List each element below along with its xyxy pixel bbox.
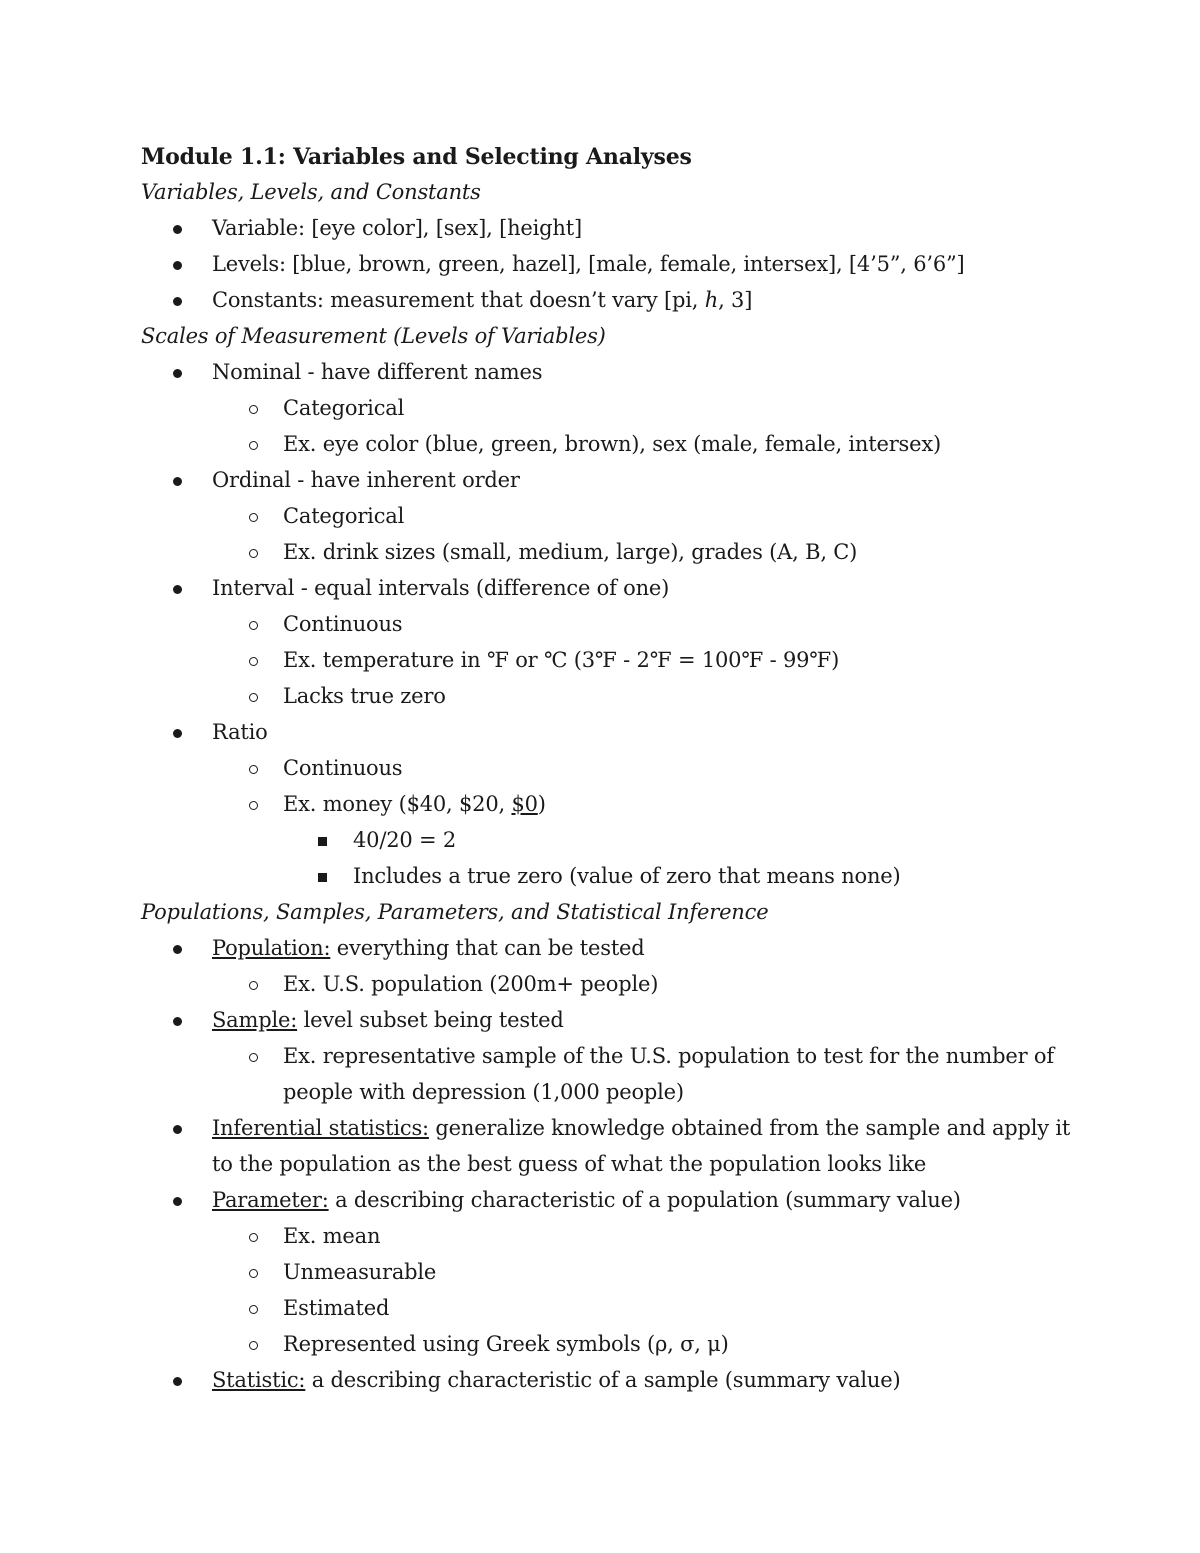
circle-bullet-icon bbox=[249, 498, 258, 534]
bullet-icon bbox=[173, 1110, 182, 1146]
sub-sub-list-item: 40/20 = 2 bbox=[141, 822, 1071, 858]
circle-bullet-icon bbox=[249, 678, 258, 714]
circle-bullet-icon bbox=[249, 750, 258, 786]
bullet-icon bbox=[173, 462, 182, 498]
sub-list-item: Continuous bbox=[141, 750, 1071, 786]
circle-bullet-icon bbox=[249, 642, 258, 678]
list-item: Interval - equal intervals (difference of one) bbox=[141, 570, 1071, 606]
sub-list-item: Ex. temperature in ℉ or ℃ (3℉ - 2℉ = 100℉ - 99℉) bbox=[141, 642, 1071, 678]
sub-list-item: Categorical bbox=[141, 498, 1071, 534]
sub-list-item: Ex. U.S. population (200m+ people) bbox=[141, 966, 1071, 1002]
circle-bullet-icon bbox=[249, 1326, 258, 1362]
sub-list-item: Represented using Greek symbols (ρ, σ, μ) bbox=[141, 1326, 1071, 1362]
bullet-icon bbox=[173, 210, 182, 246]
section-heading-populations: Populations, Samples, Parameters, and Statistical Inference bbox=[141, 900, 769, 924]
sub-list-item: Categorical bbox=[141, 390, 1071, 426]
sub-list-item: Continuous bbox=[141, 606, 1071, 642]
list-item: Inferential statistics: generalize knowledge obtained from the sample and apply it to the population as the best guess of what the population looks like bbox=[141, 1110, 1071, 1182]
sub-list-item: Lacks true zero bbox=[141, 678, 1071, 714]
list-item: Ordinal - have inherent order bbox=[141, 462, 1071, 498]
list-item: Population: everything that can be tested bbox=[141, 930, 1071, 966]
sub-list-item: Ex. mean bbox=[141, 1218, 1071, 1254]
square-bullet-icon bbox=[318, 822, 327, 858]
sub-list-item: Ex. money ($40, $20, $0) bbox=[141, 786, 1071, 822]
sub-list-item: Ex. representative sample of the U.S. population to test for the number of people with depression (1,000 people) bbox=[141, 1038, 1071, 1110]
circle-bullet-icon bbox=[249, 966, 258, 1002]
list-item: Statistic: a describing characteristic of a sample (summary value) bbox=[141, 1362, 1071, 1398]
bullet-icon bbox=[173, 1182, 182, 1218]
list-item: Sample: level subset being tested bbox=[141, 1002, 1071, 1038]
list-item: Levels: [blue, brown, green, hazel], [male, female, intersex], [4’5”, 6’6”] bbox=[141, 246, 1071, 282]
bullet-icon bbox=[173, 930, 182, 966]
bullet-icon bbox=[173, 714, 182, 750]
section-heading-variables: Variables, Levels, and Constants bbox=[141, 180, 481, 204]
list-item: Nominal - have different names bbox=[141, 354, 1071, 390]
bullet-icon bbox=[173, 354, 182, 390]
sub-list-item: Unmeasurable bbox=[141, 1254, 1071, 1290]
sub-list-item: Estimated bbox=[141, 1290, 1071, 1326]
circle-bullet-icon bbox=[249, 534, 258, 570]
bullet-icon bbox=[173, 246, 182, 282]
list-item: Constants: measurement that doesn’t vary [pi, h, 3] bbox=[141, 282, 1071, 318]
square-bullet-icon bbox=[318, 858, 327, 894]
bullet-icon bbox=[173, 1362, 182, 1398]
section-heading-scales: Scales of Measurement (Levels of Variables) bbox=[141, 324, 606, 348]
circle-bullet-icon bbox=[249, 426, 258, 462]
bullet-icon bbox=[173, 570, 182, 606]
circle-bullet-icon bbox=[249, 390, 258, 426]
list-item: Variable: [eye color], [sex], [height] bbox=[141, 210, 1071, 246]
sub-sub-list-item: Includes a true zero (value of zero that means none) bbox=[141, 858, 1071, 894]
circle-bullet-icon bbox=[249, 1254, 258, 1290]
list-item: Ratio bbox=[141, 714, 1071, 750]
circle-bullet-icon bbox=[249, 1290, 258, 1326]
circle-bullet-icon bbox=[249, 1038, 258, 1074]
bullet-icon bbox=[173, 282, 182, 318]
list-item: Parameter: a describing characteristic of a population (summary value) bbox=[141, 1182, 1071, 1218]
sub-list-item: Ex. drink sizes (small, medium, large), grades (A, B, C) bbox=[141, 534, 1071, 570]
bullet-icon bbox=[173, 1002, 182, 1038]
sub-list-item: Ex. eye color (blue, green, brown), sex (male, female, intersex) bbox=[141, 426, 1071, 462]
page-title: Module 1.1: Variables and Selecting Analyses bbox=[141, 144, 692, 170]
circle-bullet-icon bbox=[249, 786, 258, 822]
circle-bullet-icon bbox=[249, 1218, 258, 1254]
circle-bullet-icon bbox=[249, 606, 258, 642]
document-content bbox=[141, 140, 1071, 1398]
